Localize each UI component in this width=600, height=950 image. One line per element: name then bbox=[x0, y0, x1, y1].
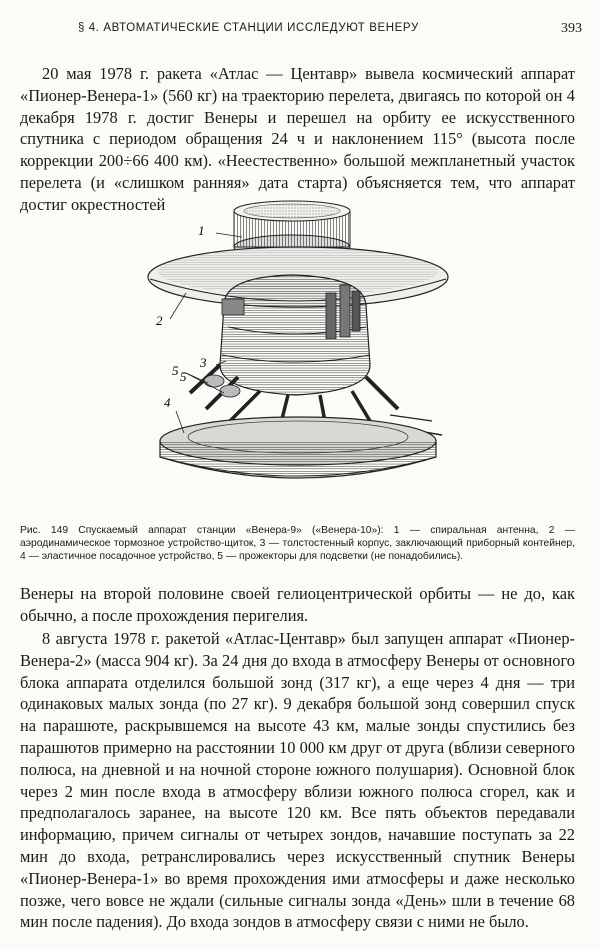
callout-3: 3 bbox=[200, 355, 207, 370]
paragraph-1: 20 мая 1978 г. ракета «Атлас — Центавр» вывела космический аппарат «Пионер-Венера-1» (560 кг) на траекторию перелета, двигаясь по которой он 4 декабря 1978 г. достиг Венеры и перешел на орбиту ее искусственного спутника с периодом обращения 24 ч и наклонением 115° (высота после коррекции 200÷66 400 км). «Неестественно» большой межпланетный участок перелета (и «слишком ранняя» дата старта) объясняется тем, что аппарат достиг окрестностей bbox=[20, 64, 575, 214]
callout-2: 2 bbox=[156, 313, 163, 328]
callout-5: 5 bbox=[172, 363, 179, 378]
callout-4: 4 bbox=[164, 395, 171, 410]
pressure-body bbox=[220, 275, 370, 395]
paragraph-2: Венеры на второй половине своей гелиоцентрической орбиты — не до, как обычно, а после прохождения перигелия. bbox=[20, 584, 575, 625]
callout-1: 1 bbox=[198, 223, 205, 238]
running-head: § 4. АВТОМАТИЧЕСКИЕ СТАНЦИИ ИССЛЕДУЮТ ВЕНЕРУ bbox=[78, 22, 419, 34]
venera-lander-illustration bbox=[120, 195, 480, 513]
page-number: 393 bbox=[561, 21, 582, 36]
callout-5b: 5 bbox=[180, 369, 187, 384]
page-header bbox=[0, 0, 600, 40]
paragraph-3: 8 августа 1978 г. ракетой «Атлас-Центавр» был запущен аппарат «Пионер-Венера-2» (масса 904 кг). За 24 дня до входа в атмосферу Венеры от основного блока аппарата отделился большой зонд (317 кг), а еще через 4 дня — три одинаковых малых зонда (по 27 кг). 9 декабря большой зонд совершил спуск на парашюте, раскрывшемся на высоте 43 км, малые зонды спустились без парашютов примерно на расстоянии 10 000 км друг от друга (вблизи северного полюса, на дневной и на ночной стороне южного полушария). Основной блок через 2 мин после входа в атмосферу вблизи южного полюса сгорел, как и предполагалось заранее, на высоте 120 км. Все пять объектов передавали информацию, причем сигналы от четырех зондов, начавшие поступать за 22 мин до входа, ретранслировались через искусственный спутник Венеры «Пионер-Венера-1» во время прохождения ими атмосферы и даже несколько позже, чего вовсе не ждали (сильные сигналы зонда «День» шли в течение 68 мин после падения). До входа зондов в атмосферу связи с ними не было. bbox=[20, 629, 575, 932]
landing-ring bbox=[160, 417, 436, 478]
figure-caption: Рис. 149 Спускаемый аппарат станции «Венера-9» («Венера-10»): 1 — спиральная антенна, 2 — аэродинамическое тормозное устройство-щиток, 3 — толстостенный корпус, заключающий приборный контейнер, 4 — эластичное посадочное устройство, 5 — прожекторы для подсветки (не понадобились). bbox=[20, 525, 575, 562]
lander-drawing bbox=[120, 195, 480, 513]
